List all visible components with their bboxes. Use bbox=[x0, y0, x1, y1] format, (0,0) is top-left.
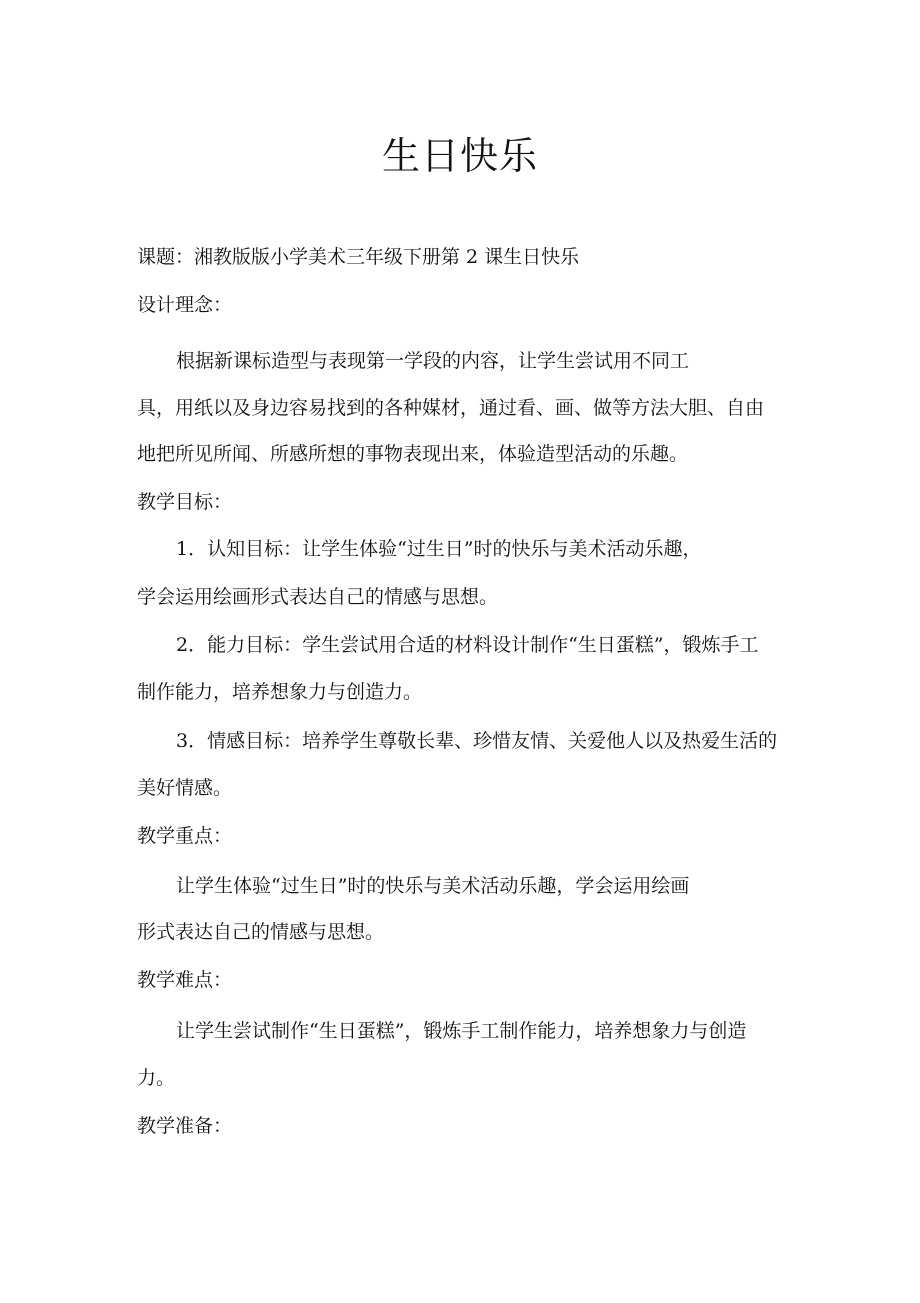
difficulties-line-1: 让学生尝试制作“生日蛋糕”，锻炼手工制作能力，培养想象力与创造 bbox=[176, 1020, 747, 1042]
course-topic-line: 课题：湘教版版小学美术三年级下册第 2 课生日快乐 bbox=[137, 246, 580, 268]
goal-ability-line-2: 制作能力，培养想象力与创造力。 bbox=[137, 681, 423, 703]
teaching-preparation-heading: 教学准备： bbox=[137, 1115, 233, 1137]
goal-cognitive-line-2: 学会运用绘画形式表达自己的情感与思想。 bbox=[137, 586, 499, 608]
goal-emotion-line-1: 3．情感目标：培养学生尊敬长辈、珍惜友情、关爱他人以及热爱生活的 bbox=[176, 730, 778, 752]
goal-cognitive-line-1: 1．认知目标：让学生体验“过生日”时的快乐与美术活动乐趣， bbox=[176, 538, 702, 560]
document-title: 生日快乐 bbox=[381, 134, 538, 178]
key-points-line-1: 让学生体验“过生日”时的快乐与美术活动乐趣，学会运用绘画 bbox=[176, 875, 690, 897]
teaching-goals-heading: 教学目标： bbox=[137, 491, 233, 513]
design-concept-paragraph-line-2: 具，用纸以及身边容易找到的各种媒材，通过看、画、做等方法大胆、自由 bbox=[137, 397, 765, 419]
design-concept-heading: 设计理念： bbox=[137, 294, 233, 316]
teaching-difficulties-heading: 教学难点： bbox=[137, 969, 233, 991]
goal-emotion-line-2: 美好情感。 bbox=[137, 777, 233, 799]
teaching-key-points-heading: 教学重点： bbox=[137, 825, 233, 847]
difficulties-line-2: 力。 bbox=[137, 1067, 176, 1089]
design-concept-paragraph-line-3: 地把所见所闻、所感所想的事物表现出来，体验造型活动的乐趣。 bbox=[137, 443, 689, 465]
goal-ability-line-1: 2．能力目标：学生尝试用合适的材料设计制作“生日蛋糕”，锻炼手工 bbox=[176, 634, 759, 656]
design-concept-paragraph-line-1: 根据新课标造型与表现第一学段的内容，让学生尝试用不同工 bbox=[176, 350, 690, 372]
key-points-line-2: 形式表达自己的情感与思想。 bbox=[137, 921, 385, 943]
